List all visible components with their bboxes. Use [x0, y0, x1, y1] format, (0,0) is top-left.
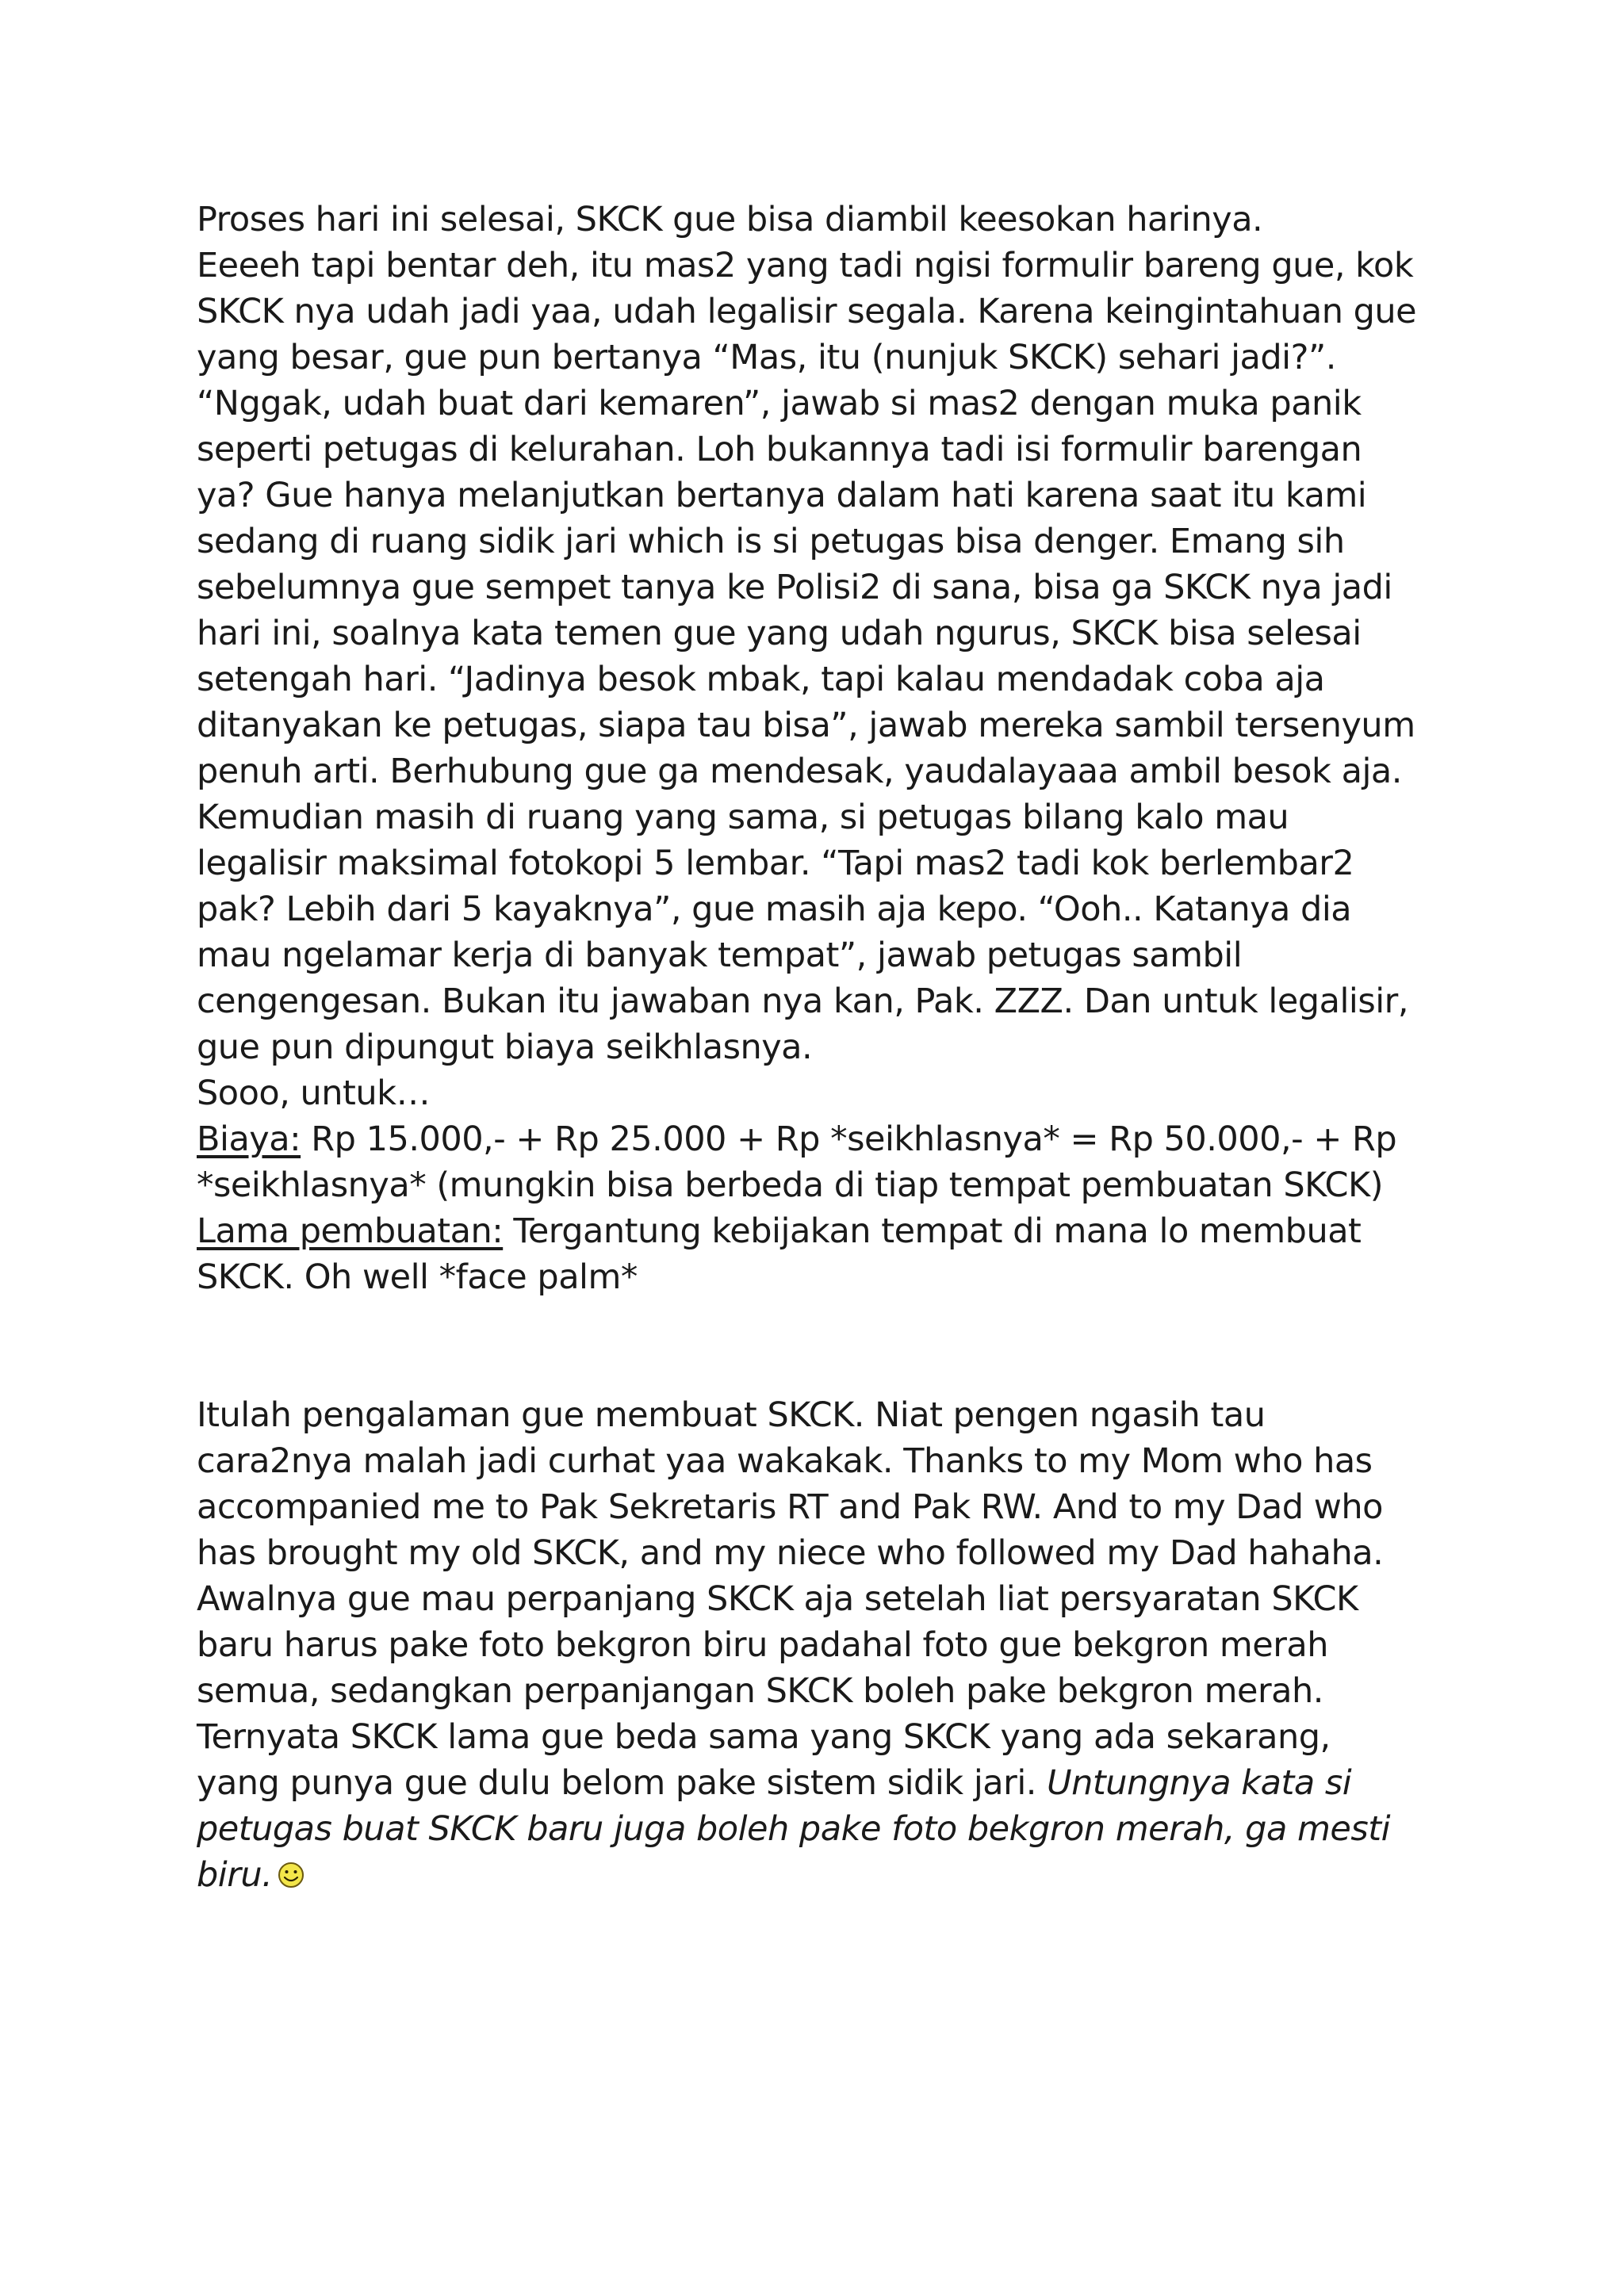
text-plain: yang punya gue dulu belom pake sistem sidik jari. [197, 1763, 1048, 1803]
paragraph-spacer [197, 1300, 1481, 1392]
text-line: Itulah pengalaman gue membuat SKCK. Niat pengen ngasih tau [197, 1395, 1266, 1435]
text-line: Eeeeh tapi bentar deh, itu mas2 yang tadi ngisi formulir bareng gue, kok [197, 246, 1414, 285]
text-line: sebelumnya gue sempet tanya ke Polisi2 di sana, bisa ga SKCK nya jadi [197, 568, 1392, 607]
text-line: penuh arti. Berhubung gue ga mendesak, yaudalayaaa ambil besok aja. [197, 752, 1402, 791]
text-italic: biru. [197, 1855, 273, 1895]
lama-pembuatan-line [197, 1208, 1481, 1254]
text-line: legalisir maksimal fotokopi 5 lembar. “Tapi mas2 tadi kok berlembar2 [197, 844, 1354, 883]
text-line: Kemudian masih di ruang yang sama, si petugas bilang kalo mau [197, 798, 1289, 837]
text-line: cara2nya malah jadi curhat yaa wakakak. Thanks to my Mom who has [197, 1441, 1373, 1481]
text-line: cengengesan. Bukan itu jawaban nya kan, Pak. ZZZ. Dan untuk legalisir, [197, 982, 1409, 1021]
biaya-text: Rp 15.000,- + Rp 25.000 + Rp *seikhlasnya* = Rp 50.000,- + Rp [301, 1119, 1397, 1159]
paragraph-skck-process [197, 197, 1481, 1300]
text-italic: Untungnya kata si [1047, 1763, 1352, 1803]
biaya-label: Biaya: [197, 1119, 301, 1159]
text-line: seperti petugas di kelurahan. Loh bukannya tadi isi formulir barengan [197, 430, 1362, 469]
text-line: Ternyata SKCK lama gue beda sama yang SKCK yang ada sekarang, [197, 1717, 1331, 1757]
text-line-italic-end [197, 1852, 1481, 1898]
text-line: hari ini, soalnya kata temen gue yang udah ngurus, SKCK bisa selesai [197, 614, 1362, 653]
text-line: sedang di ruang sidik jari which is si petugas bisa denger. Emang sih [197, 522, 1345, 561]
biaya-line-continued: *seikhlasnya* (mungkin bisa berbeda di tiap tempat pembuatan SKCK) [197, 1165, 1383, 1205]
text-line: yang besar, gue pun bertanya “Mas, itu (nunjuk SKCK) sehari jadi?”. [197, 338, 1336, 377]
lama-pembuatan-line-continued: SKCK. Oh well *face palm* [197, 1257, 638, 1297]
text-line: gue pun dipungut biaya seikhlasnya. [197, 1027, 813, 1067]
document-page [197, 197, 1481, 1898]
text-line-mixed [197, 1760, 1481, 1806]
smiley-face-icon [277, 1861, 305, 1889]
text-line: ditanyakan ke petugas, siapa tau bisa”, jawab mereka sambil tersenyum [197, 706, 1415, 745]
text-line: mau ngelamar kerja di banyak tempat”, jawab petugas sambil [197, 936, 1243, 975]
text-line: Awalnya gue mau perpanjang SKCK aja setelah liat persyaratan SKCK [197, 1579, 1358, 1619]
paragraph-closing [197, 1392, 1481, 1898]
text-line: SKCK nya udah jadi yaa, udah legalisir segala. Karena keingintahuan gue [197, 292, 1417, 331]
text-line: accompanied me to Pak Sekretaris RT and Pak RW. And to my Dad who [197, 1487, 1383, 1527]
text-line: ya? Gue hanya melanjutkan bertanya dalam hati karena saat itu kami [197, 476, 1367, 515]
text-line: has brought my old SKCK, and my niece who followed my Dad hahaha. [197, 1533, 1384, 1573]
text-line: Sooo, untuk… [197, 1073, 431, 1113]
text-line: baru harus pake foto bekgron biru padahal foto gue bekgron merah [197, 1625, 1329, 1665]
biaya-line [197, 1116, 1481, 1162]
text-line-italic: petugas buat SKCK baru juga boleh pake foto bekgron merah, ga mesti [197, 1809, 1391, 1849]
text-line: setengah hari. “Jadinya besok mbak, tapi kalau mendadak coba aja [197, 660, 1325, 699]
text-line: “Nggak, udah buat dari kemaren”, jawab si mas2 dengan muka panik [197, 384, 1362, 423]
text-line: Proses hari ini selesai, SKCK gue bisa diambil keesokan harinya. [197, 200, 1263, 239]
text-line: pak? Lebih dari 5 kayaknya”, gue masih aja kepo. “Ooh.. Katanya dia [197, 890, 1352, 929]
lama-pembuatan-label: Lama pembuatan: [197, 1211, 504, 1251]
text-line: semua, sedangkan perpanjangan SKCK boleh pake bekgron merah. [197, 1671, 1323, 1711]
lama-pembuatan-text: Tergantung kebijakan tempat di mana lo membuat [503, 1211, 1362, 1251]
